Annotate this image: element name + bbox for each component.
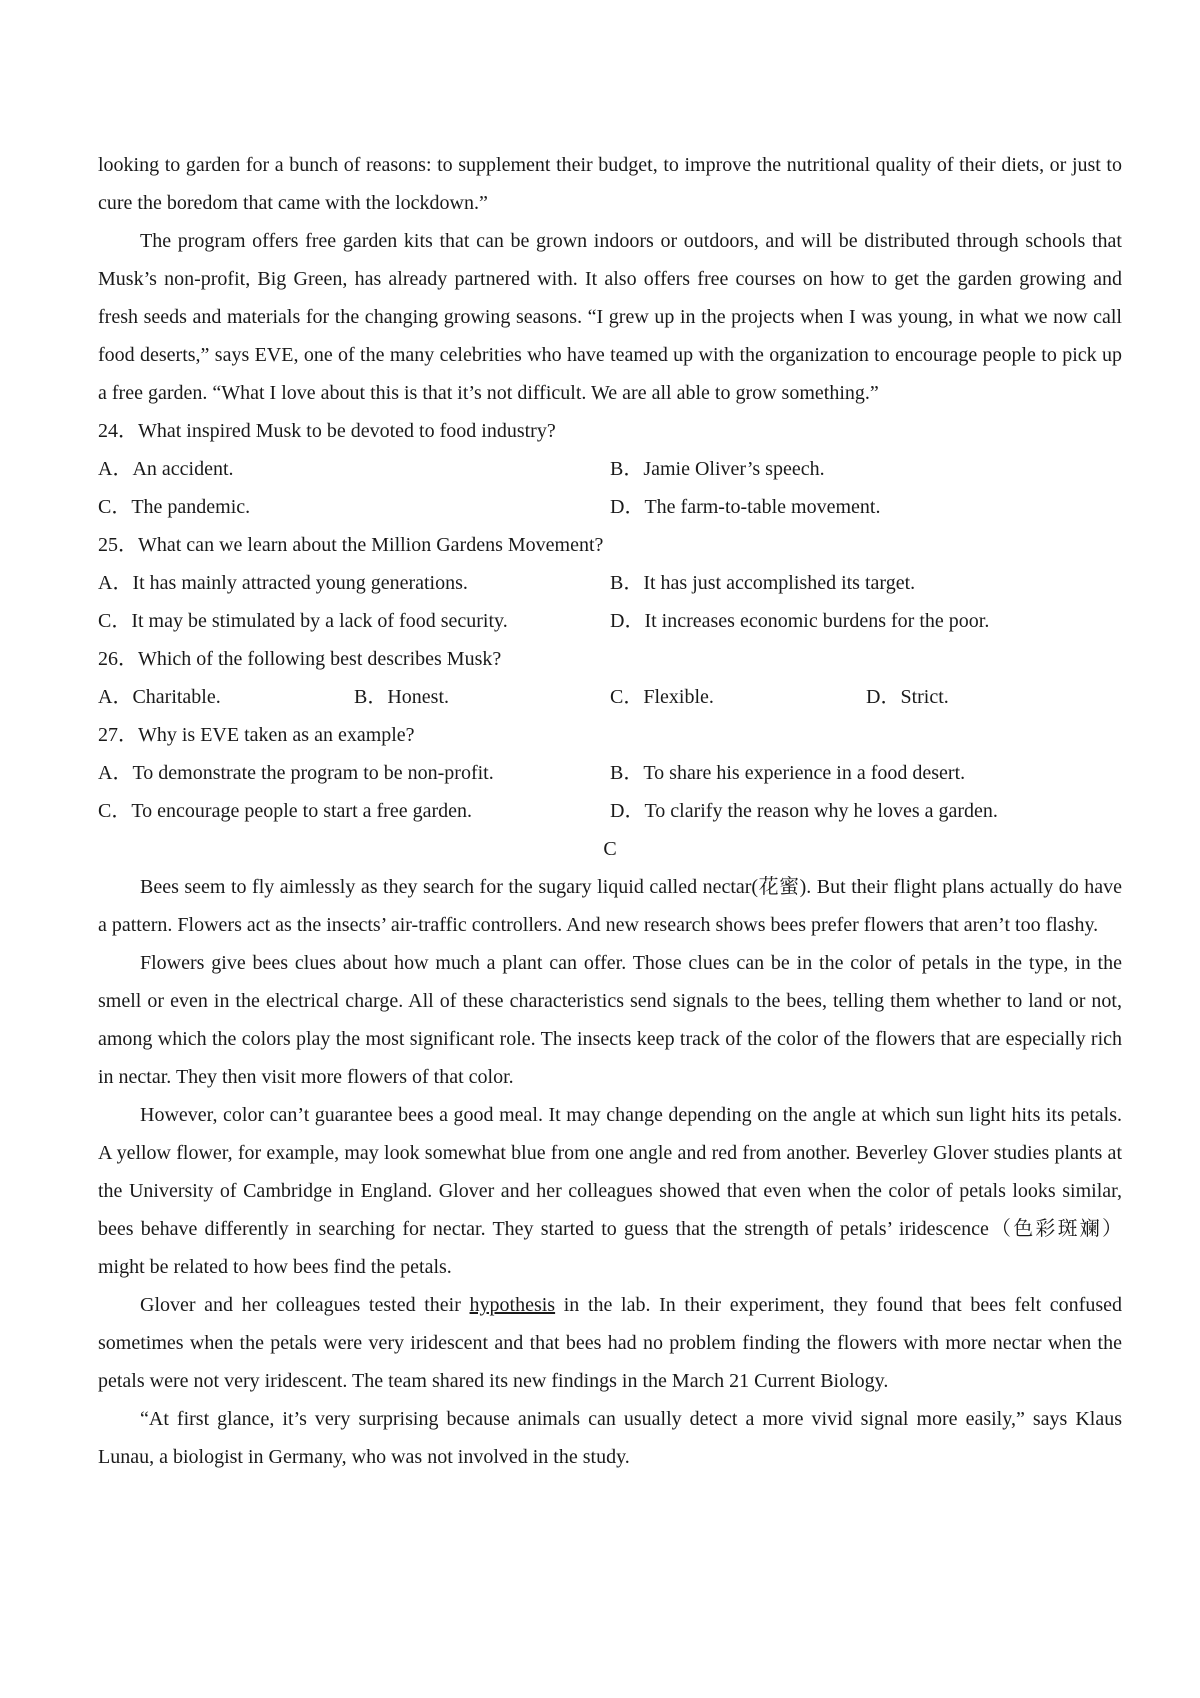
option-a: A．An accident.	[98, 458, 234, 480]
question-stem: 25．What can we learn about the Million Gardens Movement?	[98, 534, 604, 556]
option-list	[98, 678, 1122, 716]
paragraph-text: in the lab. In their experiment, they found that bees felt confused sometimes when the petals were very iridescent and that bees had no problem finding the flowers with more nectar when the petals were not very iridescent. The team shared its new findings in the March 21 Current Biology.	[98, 1294, 1122, 1392]
question-stem: 26．Which of the following best describes Musk?	[98, 648, 502, 670]
option-d: D．It increases economic burdens for the poor.	[610, 610, 990, 632]
passage-c-paragraph-4	[98, 1286, 1122, 1400]
option-b: B．Jamie Oliver’s speech.	[610, 458, 825, 480]
option-a: A．It has mainly attracted young generations.	[98, 572, 468, 594]
passage-c-paragraph-5: “At first glance, it’s very surprising because animals can usually detect a more vivid signal more easily,” says Klaus Lunau, a biologist in Germany, who was not involved in the study.	[98, 1408, 1122, 1468]
option-b: B．To share his experience in a food desert.	[610, 762, 966, 784]
question-24	[98, 412, 1122, 526]
option-c: C．Flexible.	[610, 686, 714, 708]
option-c: C．To encourage people to start a free garden.	[98, 800, 472, 822]
question-26	[98, 640, 1122, 716]
document-page	[98, 146, 1122, 1476]
passage-c-paragraph-1: Bees seem to fly aimlessly as they search for the sugary liquid called nectar(花蜜). But their flight plans actually do have a pattern. Flowers act as the insects’ air-traffic controllers. And new research shows bees prefer flowers that aren’t too flashy.	[98, 876, 1122, 936]
option-a: A．Charitable.	[98, 686, 221, 708]
option-b: B．Honest.	[354, 686, 449, 708]
option-d: D．To clarify the reason why he loves a garden.	[610, 800, 998, 822]
question-25	[98, 526, 1122, 640]
option-c: C．The pandemic.	[98, 496, 251, 518]
option-c: C．It may be stimulated by a lack of food security.	[98, 610, 508, 632]
option-b: B．It has just accomplished its target.	[610, 572, 916, 594]
passage-b-paragraph-2: The program offers free garden kits that can be grown indoors or outdoors, and will be distributed through schools that Musk’s non-profit, Big Green, has already partnered with. It also offers free courses on how to get the garden growing and fresh seeds and materials for the changing growing seasons. “I grew up in the projects when I was young, in what we now call food deserts,” says EVE, one of the many celebrities who have teamed up with the organization to encourage people to pick up a free garden. “What I love about this is that it’s not difficult. We are all able to grow something.”	[98, 230, 1122, 404]
option-d: D．The farm-to-table movement.	[610, 496, 881, 518]
paragraph-text: Glover and her colleagues tested their	[140, 1294, 470, 1316]
question-stem: 24．What inspired Musk to be devoted to food industry?	[98, 420, 556, 442]
section-heading: C	[603, 838, 617, 860]
question-stem: 27．Why is EVE taken as an example?	[98, 724, 415, 746]
question-27	[98, 716, 1122, 830]
underlined-word: hypothesis	[469, 1294, 556, 1316]
passage-c-paragraph-2: Flowers give bees clues about how much a plant can offer. Those clues can be in the color of petals in the type, in the smell or even in the electrical charge. All of these characteristics send signals to the bees, telling them whether to land or not, among which the colors play the most significant role. The insects keep track of the color of the flowers that are especially rich in nectar. They then visit more flowers of that color.	[98, 952, 1122, 1088]
option-d: D．Strict.	[866, 686, 949, 708]
passage-c-paragraph-3: However, color can’t guarantee bees a good meal. It may change depending on the angle at which sun light hits its petals. A yellow flower, for example, may look somewhat blue from one angle and red from another. Beverley Glover studies plants at the University of Cambridge in England. Glover and her colleagues showed that even when the color of petals looks similar, bees behave differently in searching for nectar. They started to guess that the strength of petals’ iridescence（色彩斑斓） might be related to how bees find the petals.	[98, 1104, 1122, 1278]
option-list	[98, 564, 1122, 640]
option-list	[98, 754, 1122, 830]
passage-b-paragraph-1: looking to garden for a bunch of reasons: to supplement their budget, to improve the nutritional quality of their diets, or just to cure the boredom that came with the lockdown.”	[98, 154, 1122, 214]
option-list	[98, 450, 1122, 526]
option-a: A．To demonstrate the program to be non-profit.	[98, 762, 494, 784]
